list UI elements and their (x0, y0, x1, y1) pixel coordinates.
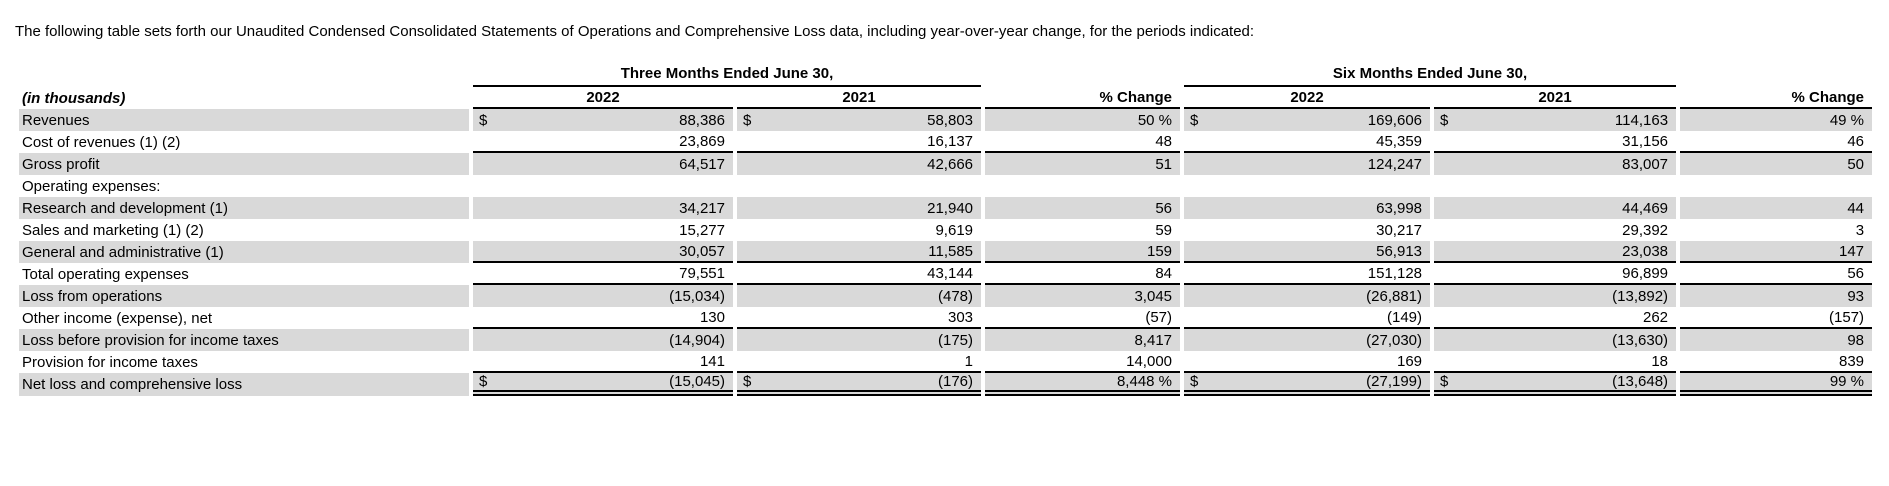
amount-value: (26,881) (1366, 287, 1423, 305)
amount-value: 42,666 (927, 155, 974, 173)
col-header-pct-change-three-months: % Change (985, 87, 1180, 109)
amount-cell (473, 285, 733, 307)
amount-value: 9,619 (935, 221, 974, 239)
amount-cell (1434, 263, 1676, 285)
amount-cell (737, 197, 981, 219)
amount-value: 44,469 (1622, 199, 1669, 217)
amount-value: 23,038 (1622, 242, 1669, 260)
amount-value: 56,913 (1376, 242, 1423, 260)
amount-cell (473, 131, 733, 153)
amount-cell (1184, 241, 1430, 263)
amount-cell (1434, 285, 1676, 307)
pct-change-cell: 8,417 (985, 329, 1180, 351)
table-row (19, 175, 1872, 197)
table-row (19, 329, 1872, 351)
amount-cell (473, 329, 733, 351)
row-label: General and administrative (1) (19, 241, 469, 263)
row-label: Net loss and comprehensive loss (19, 373, 469, 396)
amount-cell (737, 307, 981, 329)
amount-value: 58,803 (927, 111, 974, 129)
amount-value: 124,247 (1367, 155, 1423, 173)
amount-cell (1184, 197, 1430, 219)
amount-cell (473, 197, 733, 219)
amount-cell (473, 307, 733, 329)
amount-value: 15,277 (679, 221, 725, 239)
units-label: (in thousands) (22, 89, 126, 107)
three-months-group-header: Three Months Ended June 30, (473, 65, 981, 87)
amount-value: (15,045) (669, 373, 725, 390)
pct-change-cell: 56 (985, 197, 1180, 219)
currency-symbol: $ (1440, 111, 1449, 129)
amount-cell (1184, 175, 1430, 197)
amount-cell (737, 131, 981, 153)
amount-value: 303 (947, 308, 974, 326)
amount-value: 169,606 (1367, 111, 1423, 129)
amount-cell (1434, 351, 1676, 373)
table-body (19, 109, 1872, 396)
table-row (19, 241, 1872, 263)
row-label: Research and development (1) (19, 197, 469, 219)
amount-cell (1184, 285, 1430, 307)
amount-cell (1434, 109, 1676, 131)
spacer-cell (1680, 65, 1872, 87)
six-months-group-header: Six Months Ended June 30, (1184, 65, 1676, 87)
pct-change-cell: 14,000 (985, 351, 1180, 373)
amount-value: 1 (964, 352, 974, 370)
pct-change-cell: 50 (1680, 153, 1872, 175)
amount-value: 79,551 (679, 264, 725, 282)
row-label: Operating expenses: (22, 177, 161, 195)
amount-value: 63,998 (1376, 199, 1423, 217)
amount-cell (473, 175, 733, 197)
amount-value: (27,030) (1366, 331, 1423, 349)
intro-text: The following table sets forth our Unaudited Condensed Consolidated Statements of Operations and Comprehensive Loss data, including year-over-year change, for the periods indicated: (15, 23, 1255, 40)
amount-value: (13,630) (1612, 331, 1669, 349)
amount-value: 88,386 (679, 111, 725, 129)
pct-change-cell: 147 (1680, 241, 1872, 263)
col-header-2021-six-months: 2021 (1434, 87, 1676, 109)
pct-change-cell: 49 % (1680, 109, 1872, 131)
amount-value: (149) (1386, 308, 1423, 326)
pct-change-cell: 44 (1680, 197, 1872, 219)
col-header-pct-change-six-months: % Change (1680, 87, 1872, 109)
row-label: Gross profit (19, 153, 469, 175)
pct-change-cell: 84 (985, 263, 1180, 285)
pct-change-cell: (57) (985, 307, 1180, 329)
amount-cell (737, 109, 981, 131)
pct-change-cell: 98 (1680, 329, 1872, 351)
amount-value: 18 (1651, 352, 1669, 370)
amount-cell (1434, 175, 1676, 197)
pct-change-cell: 48 (985, 131, 1180, 153)
amount-value: (14,904) (669, 331, 725, 349)
pct-change-cell: 8,448 % (985, 373, 1180, 396)
pct-change-cell: 3 (1855, 221, 1865, 239)
pct-change-cell: 50 % (985, 109, 1180, 131)
amount-value: (176) (937, 373, 974, 390)
col-header-2022-six-months: 2022 (1184, 87, 1430, 109)
amount-value: 34,217 (679, 199, 725, 217)
amount-cell (1434, 197, 1676, 219)
amount-cell (1184, 373, 1430, 396)
amount-value: 83,007 (1622, 155, 1669, 173)
amount-value: (13,648) (1612, 373, 1669, 390)
amount-cell (473, 219, 733, 241)
amount-value: 16,137 (927, 132, 974, 150)
pct-change-cell: 99 % (1680, 373, 1872, 396)
amount-cell (1434, 307, 1676, 329)
amount-cell (737, 285, 981, 307)
amount-cell (473, 109, 733, 131)
amount-cell (473, 153, 733, 175)
amount-value: 96,899 (1622, 264, 1669, 282)
amount-cell (1434, 241, 1676, 263)
col-header-2021-three-months: 2021 (737, 87, 981, 109)
row-label: Loss from operations (19, 285, 469, 307)
amount-cell (737, 241, 981, 263)
amount-value: 141 (699, 352, 725, 370)
pct-change-cell: 51 (985, 153, 1180, 175)
row-label: Loss before provision for income taxes (19, 329, 469, 351)
row-label: Revenues (19, 109, 469, 131)
table-row (19, 307, 1872, 329)
amount-value: 114,163 (1614, 111, 1669, 129)
amount-cell (1434, 153, 1676, 175)
amount-cell (737, 329, 981, 351)
spacer-cell (985, 65, 1180, 87)
group-header-row (19, 65, 1872, 87)
table-row (19, 219, 1872, 241)
amount-value: 169 (1396, 352, 1423, 370)
amount-value: 151,128 (1367, 264, 1423, 282)
amount-cell (473, 351, 733, 373)
amount-cell (1434, 131, 1676, 153)
amount-cell (1184, 329, 1430, 351)
amount-value: 29,392 (1622, 221, 1669, 239)
currency-symbol: $ (1190, 111, 1199, 129)
row-label: Sales and marketing (1) (2) (22, 221, 204, 239)
amount-cell (1184, 219, 1430, 241)
row-label: Total operating expenses (22, 265, 189, 283)
spacer-cell (19, 65, 469, 87)
amount-value: 45,359 (1376, 132, 1423, 150)
pct-change-cell (985, 175, 1180, 197)
amount-cell (737, 175, 981, 197)
currency-symbol: $ (1440, 373, 1449, 390)
amount-cell (1184, 131, 1430, 153)
table-row (19, 109, 1872, 131)
currency-symbol: $ (479, 373, 488, 390)
amount-cell (1184, 153, 1430, 175)
table-row (19, 153, 1872, 175)
pct-change-cell: 56 (1680, 263, 1872, 285)
table-row (19, 197, 1872, 219)
amount-cell (1184, 351, 1430, 373)
amount-cell (737, 219, 981, 241)
amount-value: 31,156 (1622, 132, 1669, 150)
amount-value: 30,217 (1376, 221, 1423, 239)
amount-cell (1184, 109, 1430, 131)
amount-cell (1184, 307, 1430, 329)
table-row (19, 285, 1872, 307)
amount-cell (1434, 329, 1676, 351)
col-header-2022-three-months: 2022 (473, 87, 733, 109)
amount-value: 130 (699, 308, 725, 326)
currency-symbol: $ (1190, 373, 1199, 390)
amount-value: (15,034) (669, 287, 725, 305)
table-row (19, 263, 1872, 285)
currency-symbol: $ (743, 111, 752, 129)
amount-cell (737, 373, 981, 396)
financial-statements-table (15, 65, 1876, 396)
amount-value: (27,199) (1366, 373, 1423, 390)
pct-change-cell: 93 (1680, 285, 1872, 307)
amount-cell (737, 263, 981, 285)
pct-change-cell: 59 (1155, 221, 1173, 239)
amount-value: 64,517 (679, 155, 725, 173)
amount-value: 23,869 (679, 132, 725, 150)
amount-cell (1184, 263, 1430, 285)
amount-value: 21,940 (927, 199, 974, 217)
row-label: Other income (expense), net (22, 309, 213, 327)
pct-change-cell: 46 (1680, 131, 1872, 153)
amount-value: (13,892) (1612, 287, 1669, 305)
amount-cell (737, 153, 981, 175)
amount-cell (473, 241, 733, 263)
row-label: Cost of revenues (1) (2) (22, 133, 181, 151)
amount-value: 262 (1643, 308, 1669, 326)
amount-cell (473, 263, 733, 285)
row-label: Provision for income taxes (22, 353, 198, 371)
amount-value: 43,144 (927, 264, 974, 282)
pct-change-cell (1680, 175, 1872, 197)
table-row (19, 131, 1872, 153)
amount-value: 30,057 (679, 242, 725, 260)
column-header-row (19, 87, 1872, 109)
currency-symbol: $ (743, 373, 752, 390)
amount-cell (473, 373, 733, 396)
amount-cell (1434, 219, 1676, 241)
table-row (19, 351, 1872, 373)
amount-value: (478) (937, 287, 974, 305)
amount-value: (175) (937, 331, 974, 349)
pct-change-cell: 3,045 (985, 285, 1180, 307)
pct-change-cell: 839 (1680, 351, 1872, 373)
amount-value: 11,585 (928, 242, 974, 260)
amount-cell (737, 351, 981, 373)
pct-change-cell: 159 (985, 241, 1180, 263)
amount-cell (1434, 373, 1676, 396)
table-row (19, 373, 1872, 396)
pct-change-cell: (157) (1680, 307, 1872, 329)
currency-symbol: $ (479, 111, 488, 129)
